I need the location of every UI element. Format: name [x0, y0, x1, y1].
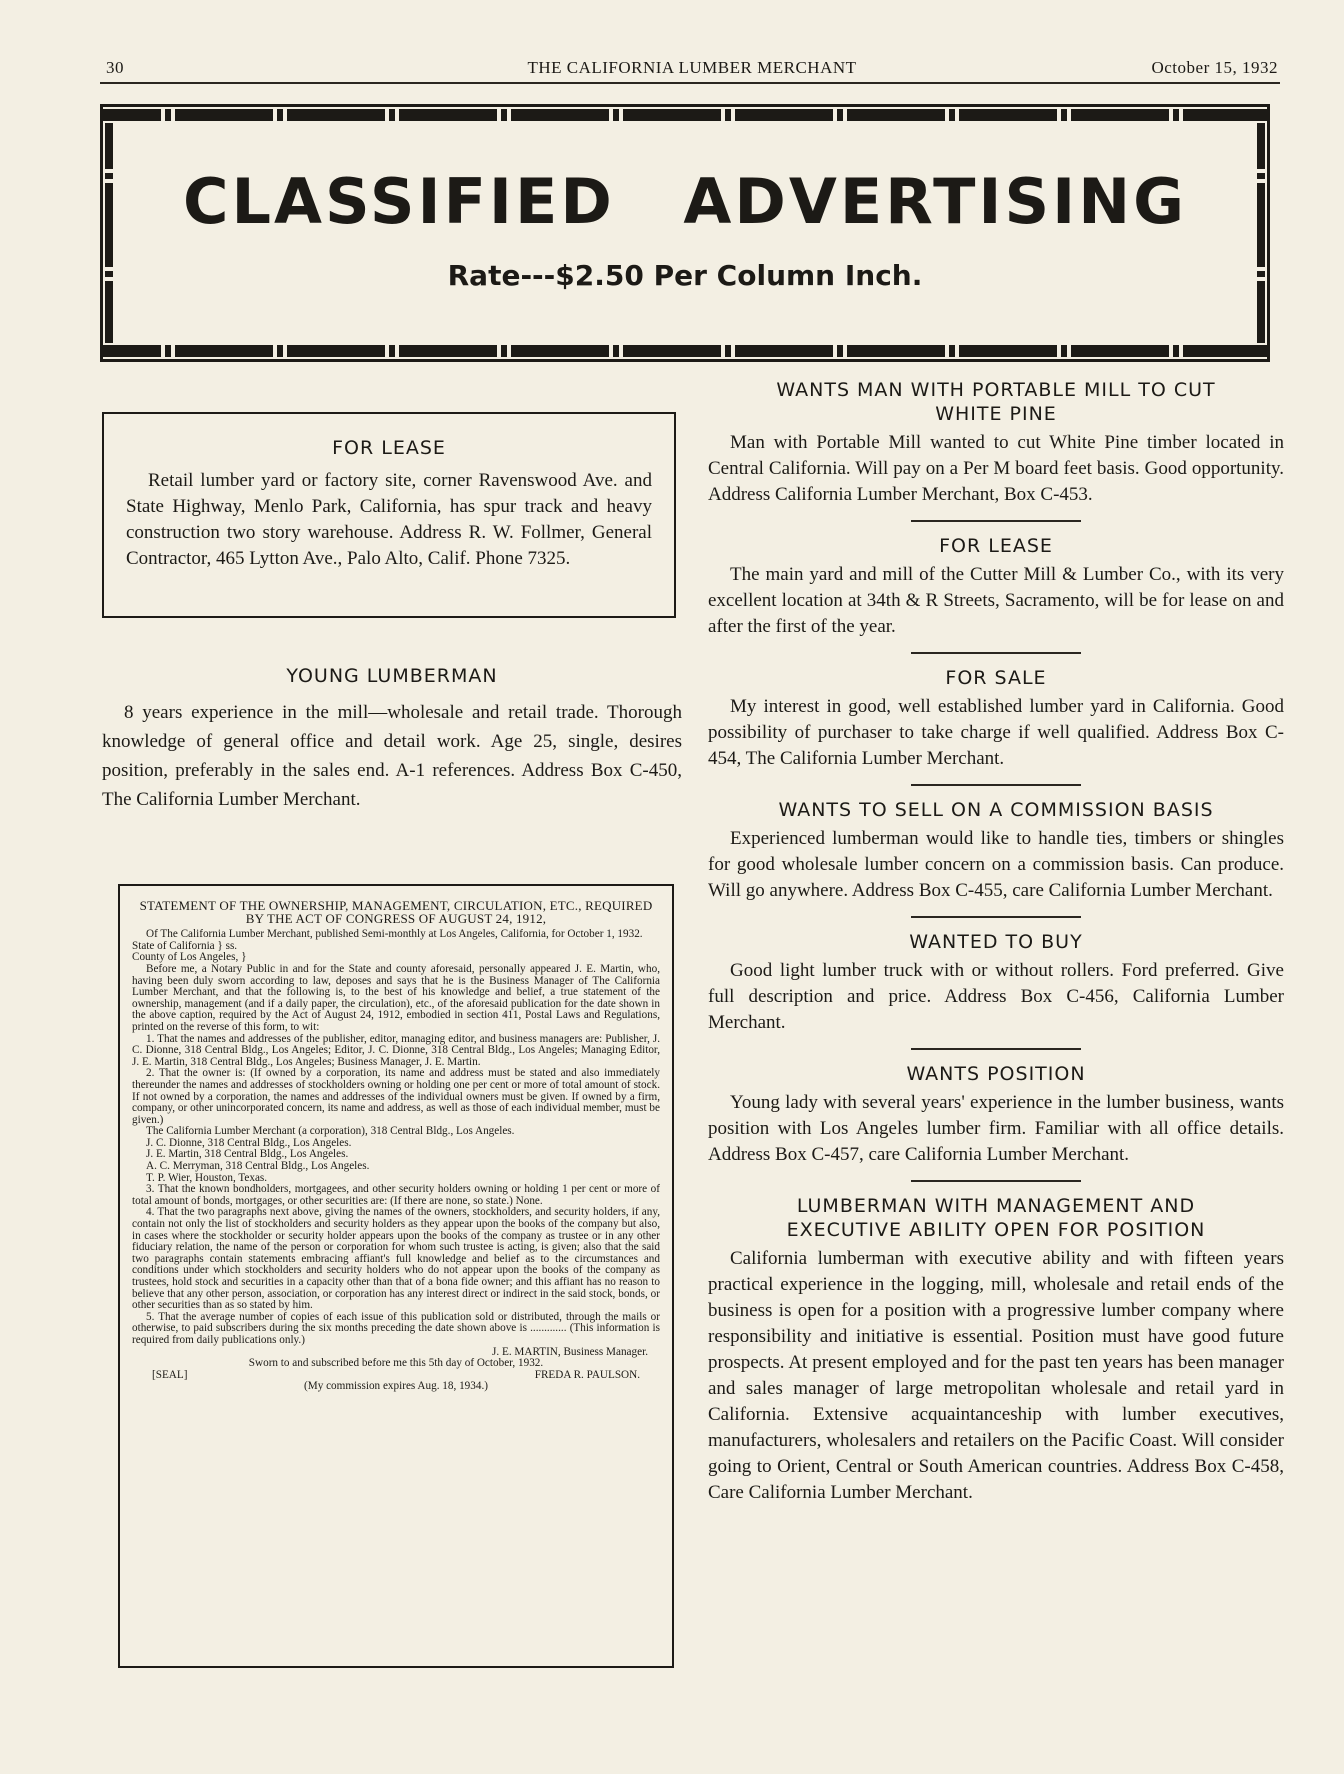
ad-body: 8 years experience in the mill—wholesale and retail trade. Thorough knowledge of general office and detail work. Age 25, single, desires position, preferably in the sales end. A-1 references. Address Box C-450, The California Lumber Merchant.	[102, 702, 682, 810]
statement-intro: Of The California Lumber Merchant, published Semi-monthly at Los Angeles, California, for October 1, 1932.	[146, 928, 643, 941]
ad-heading: FOR LEASE	[939, 535, 1053, 557]
seal-label: [SEAL]	[152, 1368, 188, 1381]
ownership-statement	[118, 884, 674, 1668]
ad-separator	[911, 916, 1081, 918]
page-number: 30	[106, 58, 124, 77]
owner-entry: The California Lumber Merchant (a corporation), 318 Central Bldg., Los Angeles.	[146, 1125, 515, 1138]
ad-heading: FOR LEASE	[332, 437, 446, 459]
header-rule	[100, 82, 1280, 84]
ad-separator	[911, 520, 1081, 522]
ad-heading: WANTS POSITION	[906, 1063, 1086, 1085]
statement-paragraph: 3. That the known bondholders, mortgagees, and other security holders owning or holding 1 per cent or more of total amount of bonds, mortgages, or other securities are: (If there are none, so state.) None.	[132, 1183, 660, 1207]
issue-date: October 15, 1932	[1151, 58, 1278, 77]
ad-separator	[911, 652, 1081, 654]
owner-entry: A. C. Merryman, 318 Central Bldg., Los Angeles.	[146, 1160, 370, 1173]
ad-heading: FOR SALE	[945, 667, 1047, 689]
ad-body: Retail lumber yard or factory site, corner Ravenswood Ave. and State Highway, Menlo Park, California, has spur track and heavy construction two story warehouse. Address R. W. Follmer, General Contractor, 465 Lytton Ave., Palo Alto, Calif. Phone 7325.	[126, 470, 652, 569]
ad-portable-mill	[708, 378, 1284, 508]
statement-state: State of California } ss.	[132, 939, 238, 952]
ad-wants-position	[708, 1062, 1284, 1168]
ad-heading: LUMBERMAN WITH MANAGEMENT AND EXECUTIVE ABILITY OPEN FOR POSITION	[786, 1195, 1206, 1241]
notary-name: FREDA R. PAULSON.	[534, 1368, 640, 1381]
ad-separator	[911, 1180, 1081, 1182]
ad-body: My interest in good, well established lumber yard in California. Good possibility of purchaser to take charge if well qualified. Address Box C-454, The California Lumber Merchant.	[708, 696, 1284, 769]
ad-body: Good light lumber truck with or without rollers. Ford preferred. Give full description and price. Address Box C-456, California Lumber Merchant.	[708, 960, 1284, 1033]
classified-banner	[100, 104, 1270, 362]
statement-paragraph: 2. That the owner is: (If owned by a corporation, its name and address must be stated and also immediately thereunder the names and addresses of stockholders owning or holding one per cent or more of total amount of stock. If not owned by a corporation, the names and addresses of the individual owners must be given. If owned by a firm, company, or other unincorporated concern, its name and address, as well as those of each individual member, must be given.)	[132, 1067, 660, 1126]
ad-wanted-to-buy	[708, 930, 1284, 1036]
ad-body: The main yard and mill of the Cutter Mill & Lumber Co., with its very excellent location at 34th & R Streets, Sacramento, will be for lease on and after the first of the year.	[708, 564, 1284, 637]
owner-entry: J. C. Dionne, 318 Central Bldg., Los Angeles.	[146, 1136, 352, 1149]
owner-entry: J. E. Martin, 318 Central Bldg., Los Angeles.	[146, 1148, 349, 1161]
ad-heading: WANTS MAN WITH PORTABLE MILL TO CUT WHITE PINE	[776, 379, 1216, 425]
statement-paragraph: 5. That the average number of copies of each issue of this publication sold or distributed, through the mails or otherwise, to paid subscribers during the six months preceding the date shown above is ............. (This information is required from daily publications only.)	[132, 1310, 660, 1346]
statement-sworn: Sworn to and subscribed before me this 5th day of October, 1932.	[248, 1357, 544, 1370]
ornamental-border-top	[103, 109, 1267, 121]
ad-body: Experienced lumberman would like to handle ties, timbers or shingles for good wholesale lumber concern on a commission basis. Can produce. Will go anywhere. Address Box C-455, care California Lumber Merchant.	[708, 828, 1284, 901]
ad-young-lumberman	[102, 664, 682, 814]
ad-for-lease-boxed	[102, 412, 676, 618]
ad-heading: WANTS TO SELL ON A COMMISSION BASIS	[778, 799, 1214, 821]
statement-county: County of Los Angeles, }	[132, 951, 247, 964]
ad-body: Man with Portable Mill wanted to cut White Pine timber located in Central California. Will pay on a Per M board feet basis. Good opportunity. Address California Lumber Merchant, Box C-453.	[708, 432, 1284, 505]
banner-title: CLASSIFIED ADVERTISING	[182, 165, 1187, 238]
statement-paragraph: Before me, a Notary Public in and for the State and county aforesaid, personally appeared J. E. Martin, who, having been duly sworn according to law, deposes and says that he is the Business Manager of The California Lumber Merchant, and that the following is, to the best of his knowledge and belief, a true statement of the ownership, management (and if a daily paper, the circulation), etc., of the aforesaid publication for the date shown in the above caption, required by the Act of August 24, 1912, embodied in section 411, Postal Laws and Regulations, printed on the reverse of this form, to wit:	[132, 962, 660, 1033]
statement-signature: J. E. MARTIN, Business Manager.	[492, 1345, 648, 1358]
ad-management-position	[708, 1194, 1284, 1506]
ad-for-sale	[708, 666, 1284, 772]
banner-rate: Rate---$2.50 Per Column Inch.	[447, 259, 923, 292]
ad-separator	[911, 1048, 1081, 1050]
ad-commission-basis	[708, 798, 1284, 904]
statement-heading: STATEMENT OF THE OWNERSHIP, MANAGEMENT, CIRCULATION, ETC., REQUIRED BY THE ACT OF CONGRESS OF AUGUST 24, 1912,	[139, 898, 653, 926]
ornamental-border-bottom	[103, 345, 1267, 357]
statement-commission: (My commission expires Aug. 18, 1934.)	[304, 1380, 488, 1393]
magazine-title: THE CALIFORNIA LUMBER MERCHANT	[527, 58, 857, 77]
ad-for-lease	[708, 534, 1284, 640]
statement-paragraph: 1. That the names and addresses of the publisher, editor, managing editor, and business managers are: Publisher, J. C. Dionne, 318 Central Bldg., Los Angeles; Editor, J. C. Dionne, 318 Central Bldg., Los Angeles; Managing Editor, J. E. Martin, 318 Central Bldg., Los Angeles; Business Manager, J. E. Martin.	[132, 1032, 660, 1068]
ad-heading: YOUNG LUMBERMAN	[286, 665, 498, 687]
right-column	[708, 378, 1284, 1506]
ad-separator	[911, 784, 1081, 786]
ad-heading: WANTED TO BUY	[909, 931, 1083, 953]
ad-body: Young lady with several years' experience in the lumber business, wants position with Los Angeles lumber firm. Familiar with all office details. Address Box C-457, care California Lumber Merchant.	[708, 1092, 1284, 1165]
owner-entry: T. P. Wier, Houston, Texas.	[146, 1171, 268, 1184]
ad-body: California lumberman with executive ability and with fifteen years practical experience in the logging, mill, wholesale and retail ends of the business is open for a position with a progressive lumber company where responsibility and initiative is essential. Position must have good future prospects. At present employed and for the past ten years has been manager and sales manager of large metropolitan wholesale and retail yard in California. Extensive acquaintanceship with lumber executives, manufacturers, wholesalers and retailers on the Pacific Coast. Will consider going to Orient, Central or South American countries. Address Box C-458, Care California Lumber Merchant.	[708, 1248, 1284, 1503]
statement-paragraph: 4. That the two paragraphs next above, giving the names of the owners, stockholders, and security holders, if any, contain not only the list of stockholders and security holders as they appear upon the books of the company but also, in cases where the stockholder or security holder appears upon the books of the company as trustee or in any other fiduciary relation, the name of the person or corporation for whom such trustee is acting, is given; also that the said two paragraphs contain statements embracing affiant's full knowledge and belief as to the circumstances and conditions under which stockholders and security holders who do not appear upon the books of the company as trustees, hold stock and securities in a capacity other than that of a bona fide owner; and this affiant has no reason to believe that any other person, association, or corporation has any interest direct or indirect in the said stock, bonds, or other securities than as so stated by him.	[132, 1206, 660, 1312]
